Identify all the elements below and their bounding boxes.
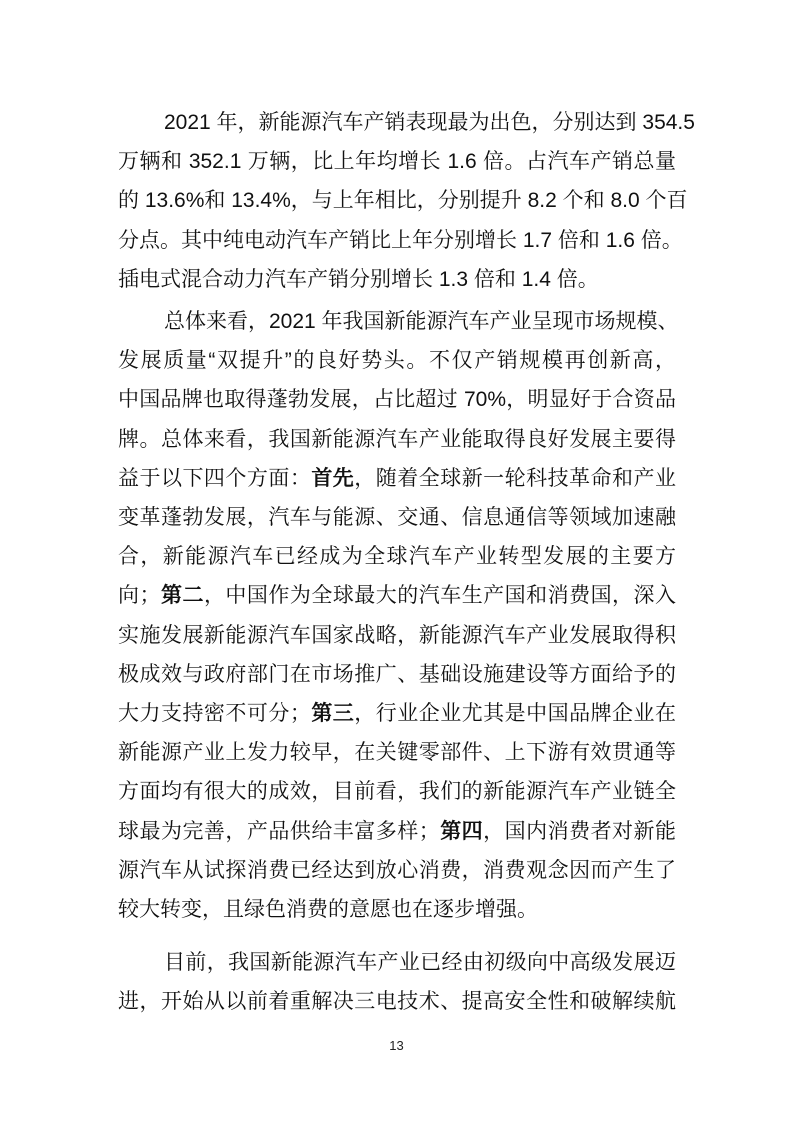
text-run: 球最为完善，产品供给丰富多样； xyxy=(118,819,440,843)
paragraph-line xyxy=(118,988,676,1016)
paragraph-line xyxy=(118,818,676,846)
paragraph-line xyxy=(118,582,676,610)
bold-keyword: 首先 xyxy=(311,466,355,490)
text-run: 极成效与政府部门在市场推广、基础设施建设等方面给予的 xyxy=(118,662,676,686)
text-run: 新能源产业上发力较早，在关键零部件、上下游有效贯通等 xyxy=(118,741,676,765)
text-run: 的 13.6%和 13.4%，与上年相比，分别提升 8.2 个和 8.0 个百 xyxy=(118,189,688,213)
paragraph-line xyxy=(118,622,676,650)
text-run: 较大转变，且绿色消费的意愿也在逐步增强。 xyxy=(118,898,538,921)
text-run: ，行业企业尤其是中国品牌企业在 xyxy=(354,702,677,725)
paragraph-line xyxy=(118,266,676,294)
bold-keyword: 第四 xyxy=(439,819,484,843)
text-run: 总体来看，2021 年我国新能源汽车产业呈现市场规模、 xyxy=(164,310,679,333)
paragraph-line xyxy=(118,227,683,255)
bold-keyword: 第二 xyxy=(160,584,204,608)
paragraph-line xyxy=(118,187,688,215)
text-run: 方面均有很大的成效，目前看，我们的新能源汽车产业链全 xyxy=(118,780,676,804)
paragraph-line xyxy=(118,426,676,454)
text-run: 目前，我国新能源汽车产业已经由初级向中高级发展迈 xyxy=(164,951,676,974)
text-run: 合，新能源汽车已经成为全球汽车产业转型发展的主要方 xyxy=(118,545,676,569)
paragraph-line xyxy=(118,543,676,571)
text-run: 发展质量“双提升”的良好势头。不仅产销规模再创新高， xyxy=(118,349,676,373)
paragraph-line xyxy=(118,347,676,375)
text-run: 2021 年，新能源汽车产销表现最为出色，分别达到 354.5 xyxy=(164,111,695,134)
paragraph-line xyxy=(118,465,676,493)
paragraph-line xyxy=(118,896,676,924)
paragraph-line xyxy=(118,778,676,806)
text-run: 变革蓬勃发展，汽车与能源、交通、信息通信等领域加速融 xyxy=(118,506,676,529)
text-run: 大力支持密不可分； xyxy=(118,702,311,725)
text-run: ，中国作为全球最大的汽车生产国和消费国，深入 xyxy=(203,584,677,608)
paragraph-line xyxy=(118,700,676,728)
paragraph-line xyxy=(118,504,676,532)
page-number: 13 xyxy=(389,1038,404,1053)
text-run: 进，开始从以前着重解决三电技术、提高安全性和破解续航 xyxy=(118,990,676,1014)
text-run: 插电式混合动力汽车产销分别增长 1.3 倍和 1.4 倍。 xyxy=(118,267,599,291)
text-run: ，国内消费者对新能 xyxy=(483,819,677,843)
text-run: 向； xyxy=(118,584,161,608)
paragraph-line xyxy=(164,308,679,336)
text-run: 源汽车从试探消费已经达到放心消费，消费观念因而产生了 xyxy=(118,858,676,882)
text-run: 中国品牌也取得蓬勃发展，占比超过 70%，明显好于合资品 xyxy=(118,388,676,412)
paragraph-line xyxy=(118,661,676,689)
text-run: 实施发展新能源汽车国家战略，新能源汽车产业发展取得积 xyxy=(118,623,676,647)
paragraph-line xyxy=(118,739,676,767)
paragraph-line xyxy=(164,949,676,977)
text-run: 万辆和 352.1 万辆，比上年均增长 1.6 倍。占汽车产销总量 xyxy=(118,150,676,174)
paragraph-line xyxy=(118,148,676,176)
bold-keyword: 第三 xyxy=(310,702,355,725)
text-run: 益于以下四个方面： xyxy=(118,466,312,490)
text-run: 分点。其中纯电动汽车产销比上年分别增长 1.7 倍和 1.6 倍。 xyxy=(118,228,683,252)
paragraph-line xyxy=(118,386,676,414)
text-run: ，随着全球新一轮科技革命和产业 xyxy=(354,466,677,490)
paragraph-line xyxy=(164,109,695,137)
paragraph-line xyxy=(118,857,676,885)
text-run: 牌。总体来看，我国新能源汽车产业能取得良好发展主要得 xyxy=(118,427,676,451)
